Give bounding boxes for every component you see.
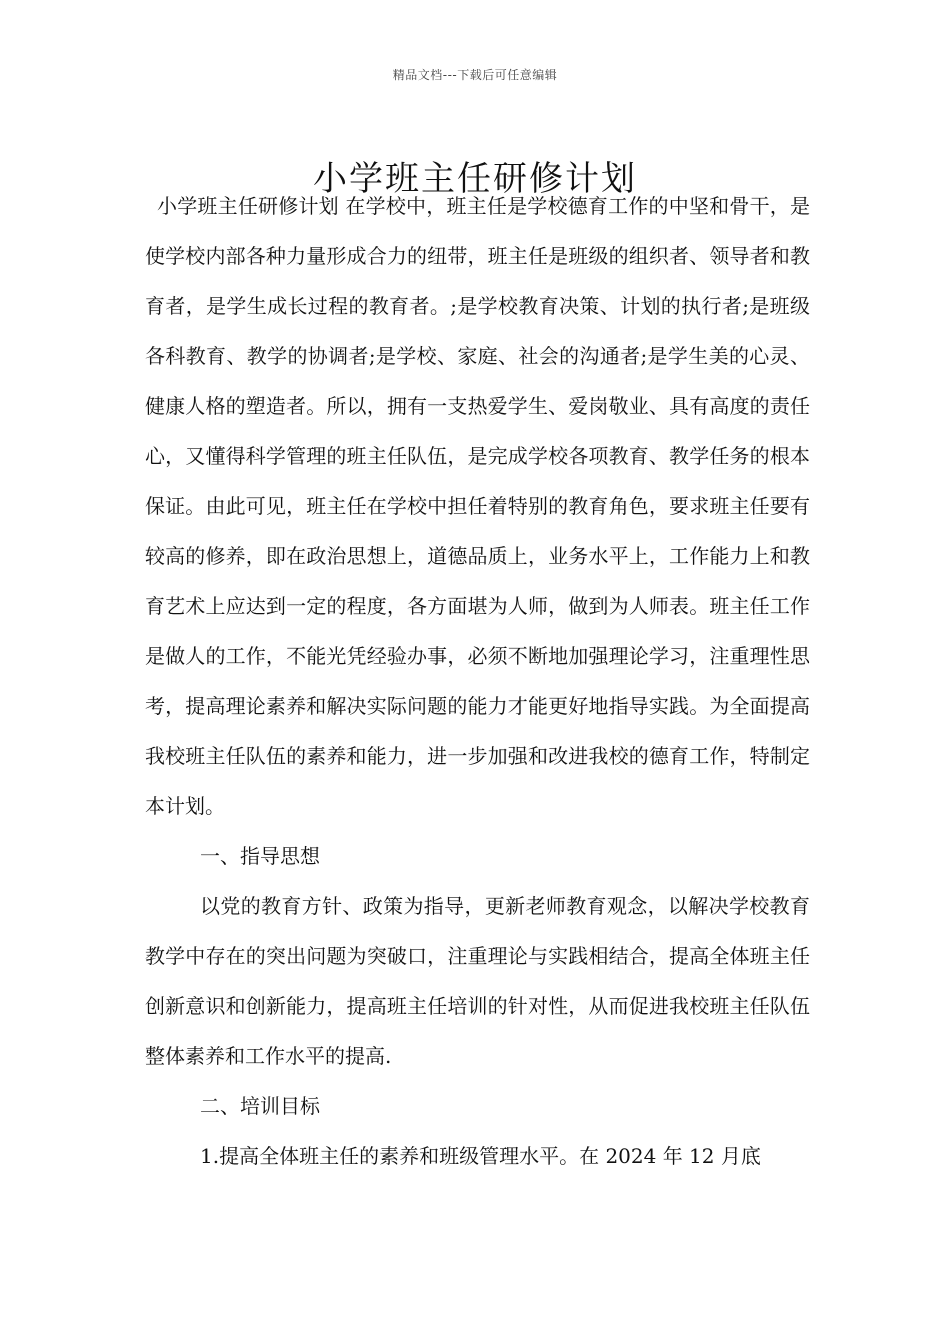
document-body <box>145 181 810 1181</box>
section-heading-guiding: 一、指导思想 <box>200 844 320 868</box>
section-heading-goals: 二、培训目标 <box>200 1094 320 1118</box>
intro-paragraph: 小学班主任研修计划 在学校中，班主任是学校德育工作的中坚和骨干，是使学校内部各种力量形成合力的纽带，班主任是班级的组织者、领导者和教育者，是学生成长过程的教育者。;是学校教育决策、计划的执行者;是班级各科教育、教学的协调者;是学校、家庭、社会的沟通者;是学生美的心灵、健康人格的塑造者。所以，拥有一支热爱学生、爱岗敬业、具有高度的责任心，又懂得科学管理的班主任队伍，是完成学校各项教育、教学任务的根本保证。由此可见，班主任在学校中担任着特别的教育角色，要求班主任要有较高的修养，即在政治思想上，道德品质上，业务水平上，工作能力上和教育艺术上应达到一定的程度，各方面堪为人师，做到为人师表。班主任工作是做人的工作，不能光凭经验办事，必须不断地加强理论学习，注重理性思考，提高理论素养和解决实际问题的能力才能更好地指导实践。为全面提高我校班主任队伍的素养和能力，进一步加强和改进我校的德育工作，特制定本计划。 <box>145 194 810 818</box>
document-title: 小学班主任研修计划 <box>313 158 637 199</box>
header-note: 精品文档---下载后可任意编辑 <box>392 68 558 82</box>
goal-item-1: 1.提高全体班主任的素养和班级管理水平。在 2024 年 12 月底 <box>200 1144 761 1168</box>
guiding-paragraph: 以党的教育方针、政策为指导，更新老师教育观念，以解决学校教育教学中存在的突出问题为突破口，注重理论与实践相结合，提高全体班主任创新意识和创新能力，提高班主任培训的针对性，从而促进我校班主任队伍整体素养和工作水平的提高. <box>145 894 810 1068</box>
